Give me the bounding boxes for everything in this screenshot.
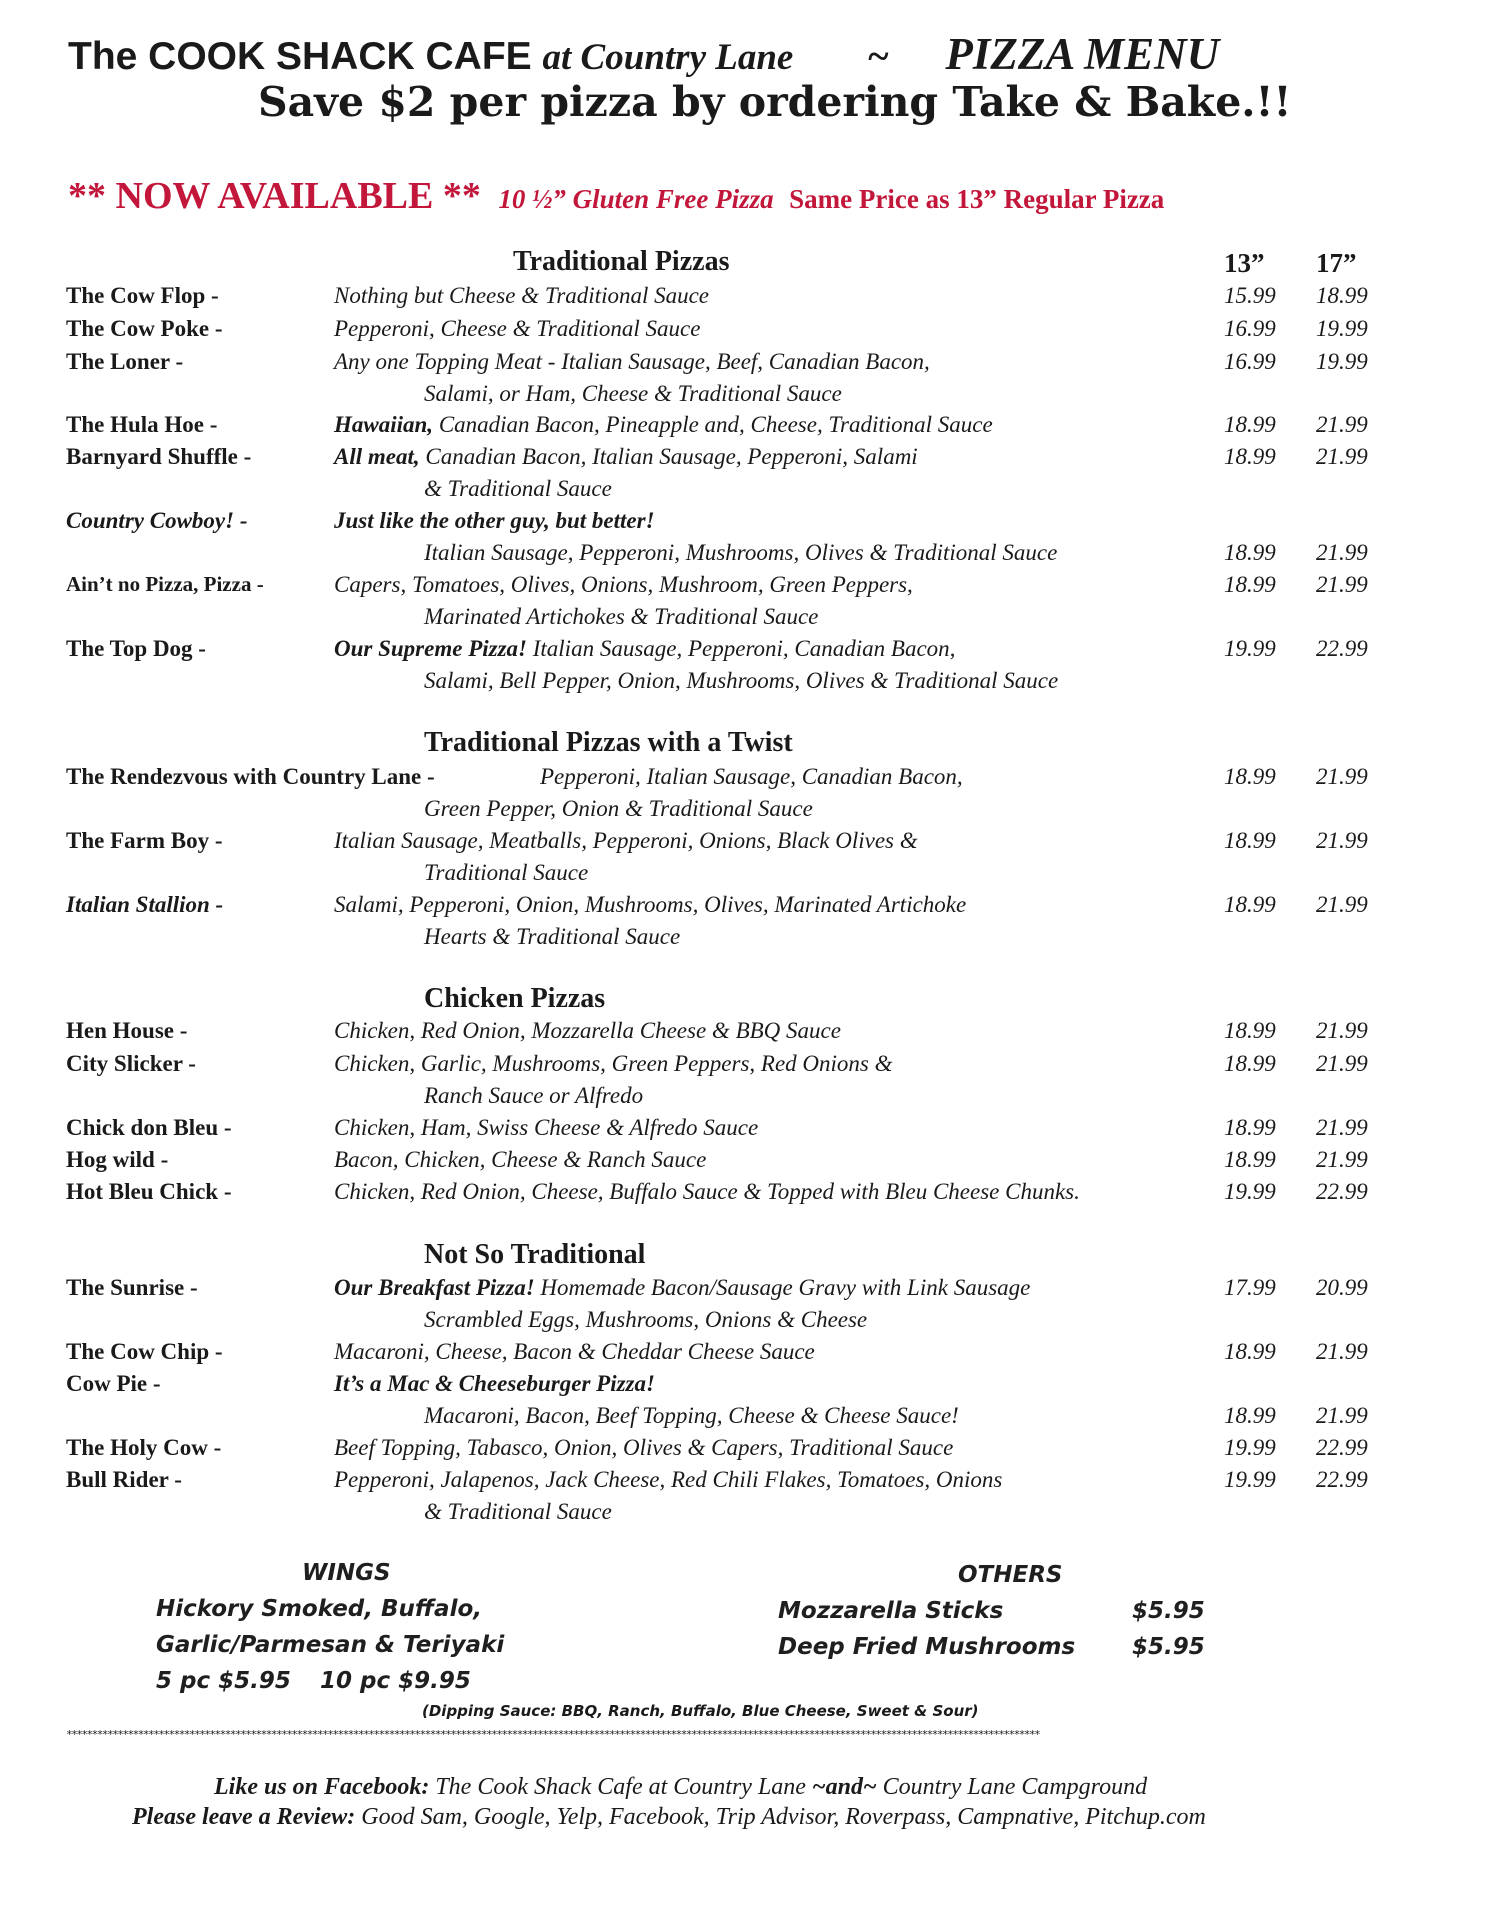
price-17-inch: 20.99	[1316, 1275, 1368, 1300]
menu-item-row	[0, 1275, 1488, 1305]
menu-item-row	[0, 412, 1488, 442]
price-13-inch: 19.99	[1224, 1179, 1276, 1204]
menu-item-ingredients: Pepperoni, Italian Sausage, Canadian Bacon,	[540, 764, 963, 789]
menu-item-description	[334, 828, 918, 854]
menu-item-name: The Holy Cow -	[66, 1435, 222, 1460]
menu-item-name: Ain’t no Pizza, Pizza -	[66, 572, 264, 596]
price-13-inch: 18.99	[1224, 1403, 1276, 1428]
price-13-inch: 18.99	[1224, 540, 1276, 565]
price-13-inch: 18.99	[1224, 1147, 1276, 1172]
menu-item-highlight: Our Breakfast Pizza!	[334, 1275, 535, 1300]
wings-10pc-price: 10 pc $9.95	[320, 1668, 471, 1694]
menu-item-name: The Loner -	[66, 349, 184, 374]
menu-item-row	[0, 316, 1488, 346]
cafe-name: The COOK SHACK CAFE	[68, 35, 532, 78]
price-13-inch: 18.99	[1224, 412, 1276, 437]
gluten-free-notice	[68, 174, 1164, 218]
menu-item-continuation	[0, 604, 1488, 634]
menu-item-row	[0, 1179, 1488, 1209]
menu-item-name: Hot Bleu Chick -	[66, 1179, 232, 1204]
menu-item-row	[0, 828, 1488, 858]
menu-item-ingredients-cont: & Traditional Sauce	[424, 1499, 612, 1524]
menu-item-description	[334, 1467, 1002, 1493]
menu-item-description	[334, 316, 700, 342]
menu-item-row	[0, 636, 1488, 666]
price-17-inch: 21.99	[1316, 1147, 1368, 1172]
divider-stars: **********************************************************************************************************************************************************************************************	[66, 1728, 1040, 1741]
menu-item-row	[0, 1051, 1488, 1081]
facebook-label: Like us on Facebook:	[214, 1774, 430, 1800]
price-13-inch: 18.99	[1224, 1115, 1276, 1140]
menu-item-description	[540, 764, 963, 790]
wings-title: WINGS	[302, 1560, 391, 1586]
menu-item-continuation	[0, 860, 1488, 890]
price-17-inch: 21.99	[1316, 892, 1368, 917]
menu-item-row	[0, 1018, 1488, 1048]
menu-item-row	[0, 892, 1488, 922]
menu-item-name: The Cow Flop -	[66, 283, 219, 308]
price-13-inch: 15.99	[1224, 283, 1276, 308]
title-separator: ~	[868, 35, 889, 78]
menu-item-name: The Cow Chip -	[66, 1339, 223, 1364]
menu-item-description	[334, 1051, 893, 1077]
price-13-inch: 18.99	[1224, 1339, 1276, 1364]
section-chicken: Chicken Pizzas	[424, 983, 606, 1014]
menu-item-ingredients: Capers, Tomatoes, Olives, Onions, Mushroom, Green Peppers,	[334, 572, 913, 597]
size-17-header: 17”	[1316, 248, 1357, 278]
price-17-inch: 18.99	[1316, 283, 1368, 308]
menu-item-description	[334, 1147, 706, 1173]
price-17-inch: 21.99	[1316, 444, 1368, 469]
menu-item-row	[0, 349, 1488, 379]
menu-item-highlight: Just like the other guy, but better!	[334, 508, 655, 533]
price-17-inch: 19.99	[1316, 349, 1368, 374]
menu-item-highlight: It’s a Mac & Cheeseburger Pizza!	[334, 1371, 655, 1396]
menu-item-row	[0, 1147, 1488, 1177]
price-17-inch: 22.99	[1316, 636, 1368, 661]
menu-item-ingredients-cont: Italian Sausage, Pepperoni, Mushrooms, Olives & Traditional Sauce	[424, 540, 1058, 565]
price-17-inch: 21.99	[1316, 1018, 1368, 1043]
menu-item-description	[334, 508, 655, 534]
now-available: ** NOW AVAILABLE **	[68, 175, 481, 217]
menu-item-continuation	[0, 1499, 1488, 1529]
price-17-inch: 21.99	[1316, 1051, 1368, 1076]
review-label: Please leave a Review:	[132, 1804, 356, 1830]
menu-item-ingredients-cont: Macaroni, Bacon, Beef Topping, Cheese & Cheese Sauce!	[424, 1403, 959, 1428]
menu-item-name: Barnyard Shuffle -	[66, 444, 252, 469]
menu-item-continuation	[0, 1403, 1488, 1433]
menu-item-ingredients-cont: Marinated Artichokes & Traditional Sauce	[424, 604, 819, 629]
price-17-inch: 21.99	[1316, 828, 1368, 853]
menu-item-ingredients: Italian Sausage, Pepperoni, Canadian Bacon,	[526, 636, 956, 661]
menu-item-description	[334, 349, 930, 375]
facebook-page-cafe: The Cook Shack Cafe at Country Lane	[429, 1774, 812, 1800]
menu-item-row	[0, 444, 1488, 474]
price-13-inch: 18.99	[1224, 892, 1276, 917]
menu-item-ingredients: Nothing but Cheese & Traditional Sauce	[334, 283, 710, 308]
menu-item-continuation	[0, 476, 1488, 506]
menu-item-description	[334, 1371, 655, 1397]
others-item-mozzarella: Mozzarella Sticks	[778, 1598, 1004, 1624]
price-17-inch: 22.99	[1316, 1179, 1368, 1204]
menu-item-description	[334, 1275, 1030, 1301]
menu-item-ingredients: Chicken, Red Onion, Cheese, Buffalo Sauce & Topped with Bleu Cheese Chunks.	[334, 1179, 1080, 1204]
facebook-and: ~and~	[811, 1774, 877, 1800]
price-17-inch: 21.99	[1316, 540, 1368, 565]
price-17-inch: 21.99	[1316, 764, 1368, 789]
menu-item-ingredients: Chicken, Ham, Swiss Cheese & Alfredo Sauce	[334, 1115, 759, 1140]
others-title: OTHERS	[958, 1562, 1063, 1588]
menu-item-name: The Farm Boy -	[66, 828, 223, 853]
menu-item-row	[0, 1115, 1488, 1145]
menu-item-description	[334, 636, 955, 662]
wings-5pc-price: 5 pc $5.95	[156, 1668, 291, 1694]
menu-item-name: Chick don Bleu -	[66, 1115, 232, 1140]
menu-item-ingredients-cont: Green Pepper, Onion & Traditional Sauce	[424, 796, 813, 821]
section-notso: Not So Traditional	[424, 1239, 646, 1270]
menu-item-continuation	[0, 1307, 1488, 1337]
menu-item-ingredients: Any one Topping Meat - Italian Sausage, Beef, Canadian Bacon,	[334, 349, 930, 374]
size-13-header: 13”	[1224, 248, 1265, 278]
menu-item-name: Hen House -	[66, 1018, 188, 1043]
review-sites: Good Sam, Google, Yelp, Facebook, Trip Advisor, Roverpass, Campnative, Pitchup.com	[355, 1804, 1206, 1830]
price-13-inch: 18.99	[1224, 572, 1276, 597]
price-13-inch: 18.99	[1224, 1018, 1276, 1043]
price-17-inch: 19.99	[1316, 316, 1368, 341]
price-13-inch: 18.99	[1224, 444, 1276, 469]
menu-item-continuation	[0, 796, 1488, 826]
price-17-inch: 21.99	[1316, 1115, 1368, 1140]
menu-item-ingredients-cont: & Traditional Sauce	[424, 476, 612, 501]
menu-item-row	[0, 764, 1488, 794]
price-13-inch: 19.99	[1224, 1435, 1276, 1460]
menu-item-name: The Rendezvous with Country Lane -	[66, 764, 435, 789]
menu-item-description	[334, 892, 966, 918]
menu-item-ingredients: Chicken, Garlic, Mushrooms, Green Peppers, Red Onions &	[334, 1051, 893, 1076]
same-price-label: Same Price as 13” Regular Pizza	[789, 184, 1165, 214]
section-traditional: Traditional Pizzas	[513, 246, 730, 277]
menu-item-description	[334, 1339, 815, 1365]
price-13-inch: 16.99	[1224, 316, 1276, 341]
menu-item-ingredients-cont: Salami, Bell Pepper, Onion, Mushrooms, Olives & Traditional Sauce	[424, 668, 1059, 693]
menu-item-ingredients-cont: Salami, or Ham, Cheese & Traditional Sauce	[424, 381, 842, 406]
menu-item-description	[334, 1179, 1080, 1205]
menu-item-name: Country Cowboy! -	[66, 508, 248, 533]
menu-title: PIZZA MENU	[945, 29, 1220, 79]
menu-item-description	[334, 1018, 841, 1044]
price-17-inch: 21.99	[1316, 412, 1368, 437]
menu-item-ingredients: Bacon, Chicken, Cheese & Ranch Sauce	[334, 1147, 707, 1172]
menu-item-continuation	[0, 924, 1488, 954]
menu-item-row	[0, 1371, 1488, 1401]
price-13-inch: 19.99	[1224, 636, 1276, 661]
menu-item-description	[334, 412, 993, 438]
menu-item-row	[0, 508, 1488, 538]
menu-item-name: The Sunrise -	[66, 1275, 198, 1300]
menu-item-ingredients-cont: Hearts & Traditional Sauce	[424, 924, 681, 949]
menu-item-continuation	[0, 540, 1488, 570]
menu-item-name: Bull Rider -	[66, 1467, 182, 1492]
menu-item-ingredients: Italian Sausage, Meatballs, Pepperoni, Onions, Black Olives &	[334, 828, 918, 853]
price-13-inch: 18.99	[1224, 764, 1276, 789]
menu-item-ingredients: Homemade Bacon/Sausage Gravy with Link Sausage	[534, 1275, 1031, 1300]
menu-item-continuation	[0, 381, 1488, 411]
review-line	[132, 1804, 1206, 1831]
menu-item-row	[0, 572, 1488, 602]
facebook-page-campground: Country Lane Campground	[876, 1774, 1148, 1800]
wings-flavors-1: Hickory Smoked, Buffalo,	[156, 1596, 482, 1622]
menu-item-highlight: Our Supreme Pizza!	[334, 636, 527, 661]
dipping-sauce-note: (Dipping Sauce: BBQ, Ranch, Buffalo, Blue Cheese, Sweet & Sour)	[422, 1702, 979, 1720]
menu-item-description	[334, 444, 918, 470]
price-13-inch: 16.99	[1224, 349, 1276, 374]
menu-item-name: The Top Dog -	[66, 636, 206, 661]
menu-item-ingredients: Canadian Bacon, Italian Sausage, Pepperoni, Salami	[419, 444, 918, 469]
menu-item-description	[334, 283, 709, 309]
menu-item-description	[334, 572, 913, 598]
menu-item-name: Hog wild -	[66, 1147, 169, 1172]
menu-item-ingredients: Beef Topping, Tabasco, Onion, Olives & Capers, Traditional Sauce	[334, 1435, 954, 1460]
menu-item-ingredients-cont: Scrambled Eggs, Mushrooms, Onions & Cheese	[424, 1307, 868, 1332]
price-13-inch: 18.99	[1224, 1051, 1276, 1076]
section-twist: Traditional Pizzas with a Twist	[424, 727, 793, 758]
menu-item-row	[0, 1339, 1488, 1369]
price-13-inch: 19.99	[1224, 1467, 1276, 1492]
menu-item-description	[334, 1435, 953, 1461]
price-17-inch: 21.99	[1316, 1403, 1368, 1428]
menu-item-row	[0, 283, 1488, 313]
others-price-mozzarella: $5.95	[1132, 1598, 1205, 1624]
menu-item-name: Italian Stallion -	[66, 892, 224, 917]
menu-item-row	[0, 1435, 1488, 1465]
menu-item-name: The Hula Hoe -	[66, 412, 218, 437]
menu-item-ingredients: Pepperoni, Cheese & Traditional Sauce	[334, 316, 701, 341]
menu-item-description	[334, 1115, 758, 1141]
menu-item-name: City Slicker -	[66, 1051, 196, 1076]
price-17-inch: 21.99	[1316, 1339, 1368, 1364]
menu-item-ingredients: Salami, Pepperoni, Onion, Mushrooms, Olives, Marinated Artichoke	[334, 892, 967, 917]
menu-item-highlight: All meat,	[334, 444, 420, 469]
wings-flavors-2: Garlic/Parmesan & Teriyaki	[156, 1632, 505, 1658]
price-17-inch: 21.99	[1316, 572, 1368, 597]
menu-item-ingredients: Macaroni, Cheese, Bacon & Cheddar Cheese Sauce	[334, 1339, 815, 1364]
others-price-mushrooms: $5.95	[1132, 1634, 1205, 1660]
menu-item-row	[0, 1467, 1488, 1497]
menu-item-name: Cow Pie -	[66, 1371, 161, 1396]
menu-item-ingredients: Canadian Bacon, Pineapple and, Cheese, Traditional Sauce	[433, 412, 993, 437]
menu-item-ingredients-cont: Ranch Sauce or Alfredo	[424, 1083, 644, 1108]
facebook-line	[214, 1774, 1147, 1801]
gluten-free-label: 10 ½” Gluten Free Pizza	[498, 184, 774, 214]
others-item-mushrooms: Deep Fried Mushrooms	[778, 1634, 1076, 1660]
menu-item-ingredients: Pepperoni, Jalapenos, Jack Cheese, Red Chili Flakes, Tomatoes, Onions	[334, 1467, 1003, 1492]
menu-item-ingredients-cont: Traditional Sauce	[424, 860, 589, 885]
menu-item-continuation	[0, 668, 1488, 698]
cafe-location: at Country Lane	[542, 37, 794, 78]
menu-item-name: The Cow Poke -	[66, 316, 223, 341]
price-13-inch: 18.99	[1224, 828, 1276, 853]
menu-item-highlight: Hawaiian,	[334, 412, 434, 437]
menu-item-continuation	[0, 1083, 1488, 1113]
take-bake-banner: Save $2 per pizza by ordering Take & Bake.!!	[258, 78, 1292, 126]
price-13-inch: 17.99	[1224, 1275, 1276, 1300]
page-title	[68, 28, 1219, 80]
price-17-inch: 22.99	[1316, 1467, 1368, 1492]
menu-item-ingredients: Chicken, Red Onion, Mozzarella Cheese & BBQ Sauce	[334, 1018, 841, 1043]
price-17-inch: 22.99	[1316, 1435, 1368, 1460]
